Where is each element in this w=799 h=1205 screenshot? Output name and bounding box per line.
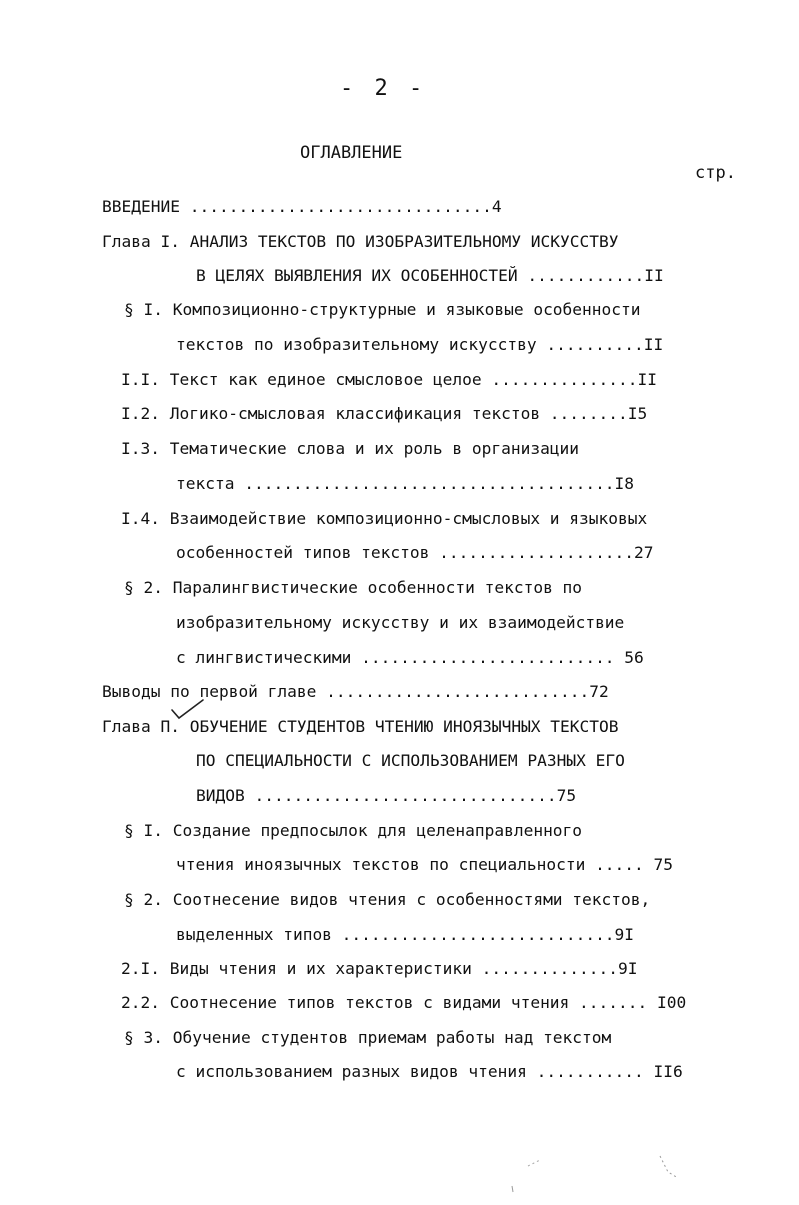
scan-specks [500, 1150, 700, 1200]
handwritten-check-mark [170, 698, 206, 722]
toc-entry: Глава I. АНАЛИЗ ТЕКСТОВ ПО ИЗОБРАЗИТЕЛЬНОМУ ИСКУССТВУ [102, 232, 619, 251]
toc-entry: I.I. Текст как единое смысловое целое ...............II [121, 370, 658, 389]
document-title: ОГЛАВЛЕНИЕ [300, 143, 403, 163]
toc-entry: I.3. Тематические слова и их роль в организации [121, 439, 580, 458]
toc-entry: § 3. Обучение студентов приемам работы над текстом [124, 1028, 612, 1047]
toc-entry: В ЦЕЛЯХ ВЫЯВЛЕНИЯ ИХ ОСОБЕННОСТЕЙ ............II [196, 266, 664, 285]
toc-entry: текста ......................................I8 [176, 474, 635, 493]
toc-entry: ВВЕДЕНИЕ ...............................4 [102, 197, 502, 216]
toc-entry: с использованием разных видов чтения ........... II6 [176, 1062, 683, 1081]
toc-entry: особенностей типов текстов ....................27 [176, 543, 654, 562]
toc-entry: ПО СПЕЦИАЛЬНОСТИ С ИСПОЛЬЗОВАНИЕМ РАЗНЫХ ЕГО [196, 751, 625, 770]
page-number: - 2 - [340, 76, 427, 101]
toc-entry: I.2. Логико-смысловая классификация текстов ........I5 [121, 404, 648, 423]
toc-entry: I.4. Взаимодействие композиционно-смысловых и языковых [121, 509, 648, 528]
toc-entry: текстов по изобразительному искусству ..........II [176, 335, 664, 354]
toc-entry: Глава П. ОБУЧЕНИЕ СТУДЕНТОВ ЧТЕНИЮ ИНОЯЗЫЧНЫХ ТЕКСТОВ [102, 717, 619, 736]
toc-entry: с лингвистическими .......................... 56 [176, 648, 644, 667]
toc-entry: § I. Композиционно-структурные и языковые особенности [124, 300, 641, 319]
toc-entry: 2.I. Виды чтения и их характеристики ..............9I [121, 959, 638, 978]
page-column-label: стр. [695, 163, 736, 183]
toc-entry: ВИДОВ ...............................75 [196, 786, 577, 805]
toc-entry: § I. Создание предпосылок для целенаправленного [124, 821, 583, 840]
toc-entry: 2.2. Соотнесение типов текстов с видами чтения ....... I00 [121, 993, 687, 1012]
toc-entry: чтения иноязычных текстов по специальности ..... 75 [176, 855, 674, 874]
toc-entry: Выводы по первой главе ...........................72 [102, 682, 609, 701]
toc-entry: § 2. Паралингвистические особенности текстов по [124, 578, 583, 597]
toc-entry: выделенных типов ............................9I [176, 925, 635, 944]
toc-entry: § 2. Соотнесение видов чтения с особенностями текстов, [124, 890, 651, 909]
toc-entry: изобразительному искусству и их взаимодействие [176, 613, 625, 632]
